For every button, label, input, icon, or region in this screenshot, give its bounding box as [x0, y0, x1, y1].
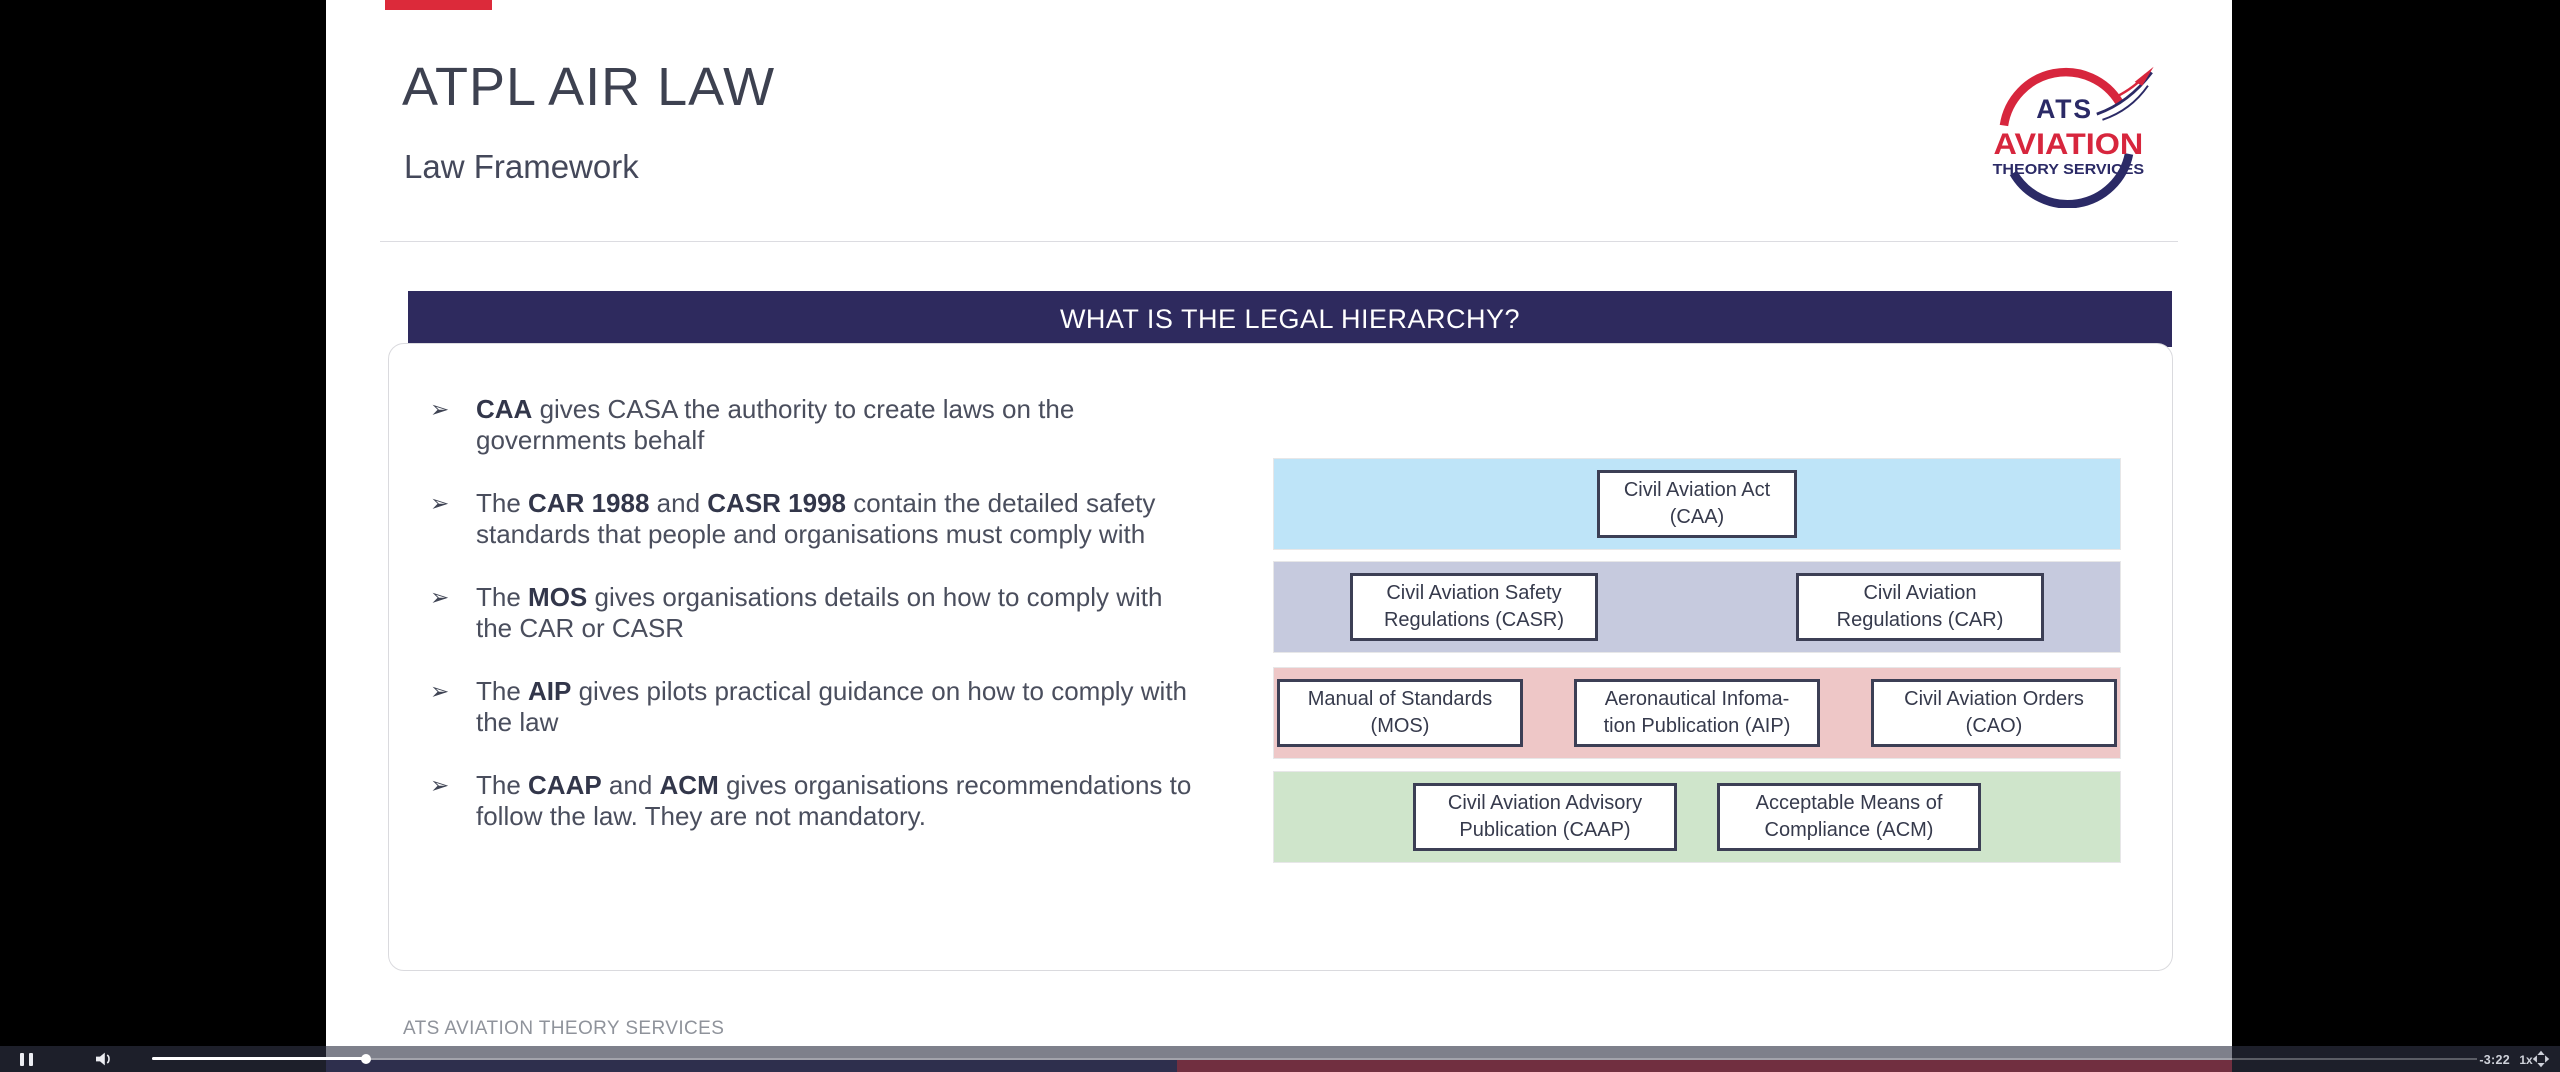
bullet-item — [430, 394, 1310, 456]
volume-button[interactable] — [94, 1051, 114, 1067]
bullet-text: The CAR 1988 and CASR 1998 contain the detailed safety standards that people and organisations must comply with — [476, 488, 1156, 549]
slide-title: ATPL AIR LAW — [402, 57, 776, 117]
logo-text-ats: ATS — [2036, 93, 2093, 124]
pause-button[interactable] — [20, 1052, 38, 1066]
diagram-box: Acceptable Means of Compliance (ACM) — [1717, 783, 1981, 851]
playback-speed-button[interactable]: 1x — [2516, 1053, 2536, 1067]
diagram-box: Manual of Standards (MOS) — [1277, 679, 1523, 747]
diagram-box: Civil Aviation Orders (CAO) — [1871, 679, 2117, 747]
fullscreen-icon — [2532, 1050, 2550, 1068]
bullet-text: The AIP gives pilots practical guidance on how to comply with the law — [476, 676, 1188, 737]
top-accent-bar — [385, 0, 492, 10]
seek-bar[interactable] — [152, 1046, 2477, 1072]
seek-knob[interactable] — [361, 1054, 371, 1064]
slide-footer: ATS AVIATION THEORY SERVICES — [403, 1018, 725, 1039]
diagram-band-advisory — [1274, 772, 2120, 862]
bullet-item — [430, 582, 1310, 644]
video-control-bar — [0, 1046, 2560, 1072]
bullet-list — [430, 394, 1310, 864]
volume-icon — [94, 1051, 114, 1067]
bullet-item — [430, 488, 1310, 550]
diagram-band-act — [1274, 459, 2120, 549]
bullet-item — [430, 676, 1310, 738]
bullet-text: The CAAP and ACM gives organisations recommendations to follow the law. They are not mandatory. — [476, 770, 1192, 831]
bullet-arrow-icon: ➢ — [430, 584, 450, 610]
bullet-arrow-icon: ➢ — [430, 396, 450, 422]
diagram-band-regulations — [1274, 562, 2120, 652]
section-header-band — [408, 291, 2172, 347]
bullet-item — [430, 770, 1310, 832]
header-divider — [380, 241, 2178, 242]
pause-icon — [20, 1053, 38, 1066]
diagram-box: Civil Aviation Safety Regulations (CASR) — [1350, 573, 1598, 641]
bullet-text: CAA gives CASA the authority to create laws on the governments behalf — [476, 394, 1075, 455]
diagram-box: Aeronautical Infoma- tion Publication (AIP) — [1574, 679, 1820, 747]
fullscreen-button[interactable] — [2532, 1050, 2550, 1068]
slide-subtitle: Law Framework — [404, 148, 639, 185]
logo-text-aviation: AVIATION — [1993, 127, 2144, 161]
hierarchy-diagram — [1274, 459, 2120, 862]
logo-text-theory-services: THEORY SERVICES — [1992, 161, 2145, 178]
section-header-text: WHAT IS THE LEGAL HIERARCHY? — [1059, 304, 1521, 334]
diagram-box: Civil Aviation Regulations (CAR) — [1796, 573, 2044, 641]
bullet-arrow-icon: ➢ — [430, 678, 450, 704]
bullet-arrow-icon: ➢ — [430, 772, 450, 798]
seek-progress — [152, 1057, 366, 1060]
diagram-band-standards — [1274, 668, 2120, 758]
seek-track — [152, 1058, 2477, 1060]
diagram-box: Civil Aviation Advisory Publication (CAAP) — [1413, 783, 1677, 851]
ats-logo — [1985, 60, 2165, 208]
bullet-text: The MOS gives organisations details on how to comply with the CAR or CASR — [476, 582, 1163, 643]
time-remaining: -3:22 — [2479, 1053, 2510, 1067]
slide-frame — [326, 0, 2232, 1072]
diagram-box: Civil Aviation Act (CAA) — [1597, 470, 1797, 538]
bullet-arrow-icon: ➢ — [430, 490, 450, 516]
